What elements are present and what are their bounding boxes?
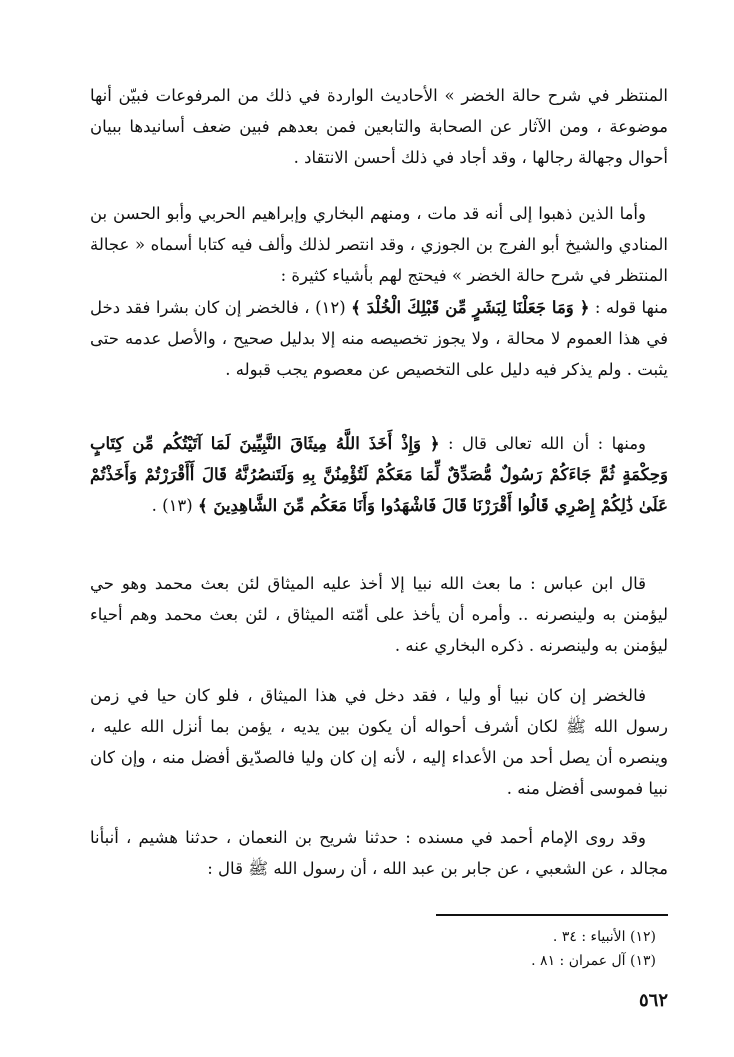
footnote-ref-13: (١٣) .: [151, 496, 193, 515]
footnote-12: (١٢) الأنبياء : ٣٤ .: [552, 929, 656, 945]
paragraph-4: [90, 428, 668, 521]
paragraph-3: [90, 292, 668, 385]
paragraph-3-lead: منها قوله :: [594, 298, 669, 317]
paragraph-4-lead: ومنها : أن الله تعالى قال :: [448, 434, 647, 453]
paragraph-2: وأما الذين ذهبوا إلى أنه قد مات ، ومنهم البخاري وإبراهيم الحربي وأبو الحسن بن المنادي والشيخ أبو الفرج بن الجوزي ، وقد انتصر لذلك وألف فيه كتابا أسماه « عجالة المنتظر في شرح حالة الخضر » فيحتج لهم بأشياء كثيرة :: [90, 204, 668, 285]
page-number: ٥٦٢: [638, 990, 668, 1011]
paragraph-6: فالخضر إن كان نبيا أو وليا ، فقد دخل في هذا الميثاق ، فلو كان حيا في زمن رسول الله ﷺ لكان أشرف أحواله أن يكون بين يديه ، يؤمن بما أنزل الله عليه ، وينصره أن يصل أحد من الأعداء إليه ، لأنه إن كان وليا فالصدّيق أفضل منه ، وإن كان نبيا فموسى أفضل منه .: [90, 686, 668, 798]
footnote-13: (١٣) آل عمران : ٨١ .: [531, 953, 656, 969]
quran-verse-2: ﴿ وَإِذْ أَخَذَ اللَّهُ مِيثَاقَ النَّبِيِّينَ لَمَا آتَيْتُكُم مِّن كِتَابٍ وَحِكْمَةٍ ثُمَّ جَاءَكُمْ رَسُولٌ مُّصَدِّقٌ لِّمَا مَعَكُمْ لَتُؤْمِنُنَّ بِهِ وَلَتَنصُرُنَّهُ قَالَ أَأَقْرَرْتُمْ وَأَخَذْتُمْ عَلَىٰ ذَٰلِكُمْ إِصْرِي قَالُوا أَقْرَرْنَا قَالَ فَاشْهَدُوا وَأَنَا مَعَكُم مِّنَ الشَّاهِدِينَ ﴾: [90, 434, 668, 515]
footnote-ref-12: (١٢): [315, 298, 346, 317]
paragraph-7-block: [90, 822, 668, 884]
paragraph-6-block: [90, 680, 668, 804]
paragraph-5: قال ابن عباس : ما بعث الله نبيا إلا أخذ عليه الميثاق لئن بعث محمد وهو حي ليؤمنن به ولينصرنه .. وأمره أن يأخذ على أمّته الميثاق ، لئن بعث محمد وهم أحياء ليؤمنن به ولينصرنه . ذكره البخاري عنه .: [90, 574, 668, 655]
paragraph-1-block: [90, 80, 668, 173]
quran-verse-1: ﴿ وَمَا جَعَلْنَا لِبَشَرٍ مِّن قَبْلِكَ الْخُلْدَ ﴾: [351, 298, 590, 317]
paragraph-1: المنتظر في شرح حالة الخضر » الأحاديث الواردة في ذلك من المرفوعات فبيّن أنها موضوعة ، ومن الآثار عن الصحابة والتابعين فمن بعدهم فبين ضعف أسانيدها ببيان أحوال وجهالة رجالها ، وقد أجاد في ذلك أحسن الانتقاد .: [90, 86, 668, 167]
paragraph-5-block: [90, 568, 668, 661]
paragraph-3-rest: ، فالخضر إن كان بشرا فقد دخل في هذا العموم لا محالة ، ولا يجوز تخصيصه منه إلا بدليل صحيح ، والأصل عدمه حتى يثبت . ولم يذكر فيه دليل على التخصيص عن معصوم يجب قبوله .: [90, 298, 668, 379]
paragraph-3-block: [90, 292, 668, 385]
paragraph-4-block: [90, 428, 668, 521]
paragraph-7: وقد روى الإمام أحمد في مسنده : حدثنا شريح بن النعمان ، حدثنا هشيم ، أنبأنا مجالد ، عن الشعبي ، عن جابر بن عبد الله ، أن رسول الله ﷺ قال :: [90, 828, 668, 878]
footnote-divider: [436, 914, 668, 916]
footnotes: [300, 925, 656, 973]
paragraph-2-block: [90, 198, 668, 291]
